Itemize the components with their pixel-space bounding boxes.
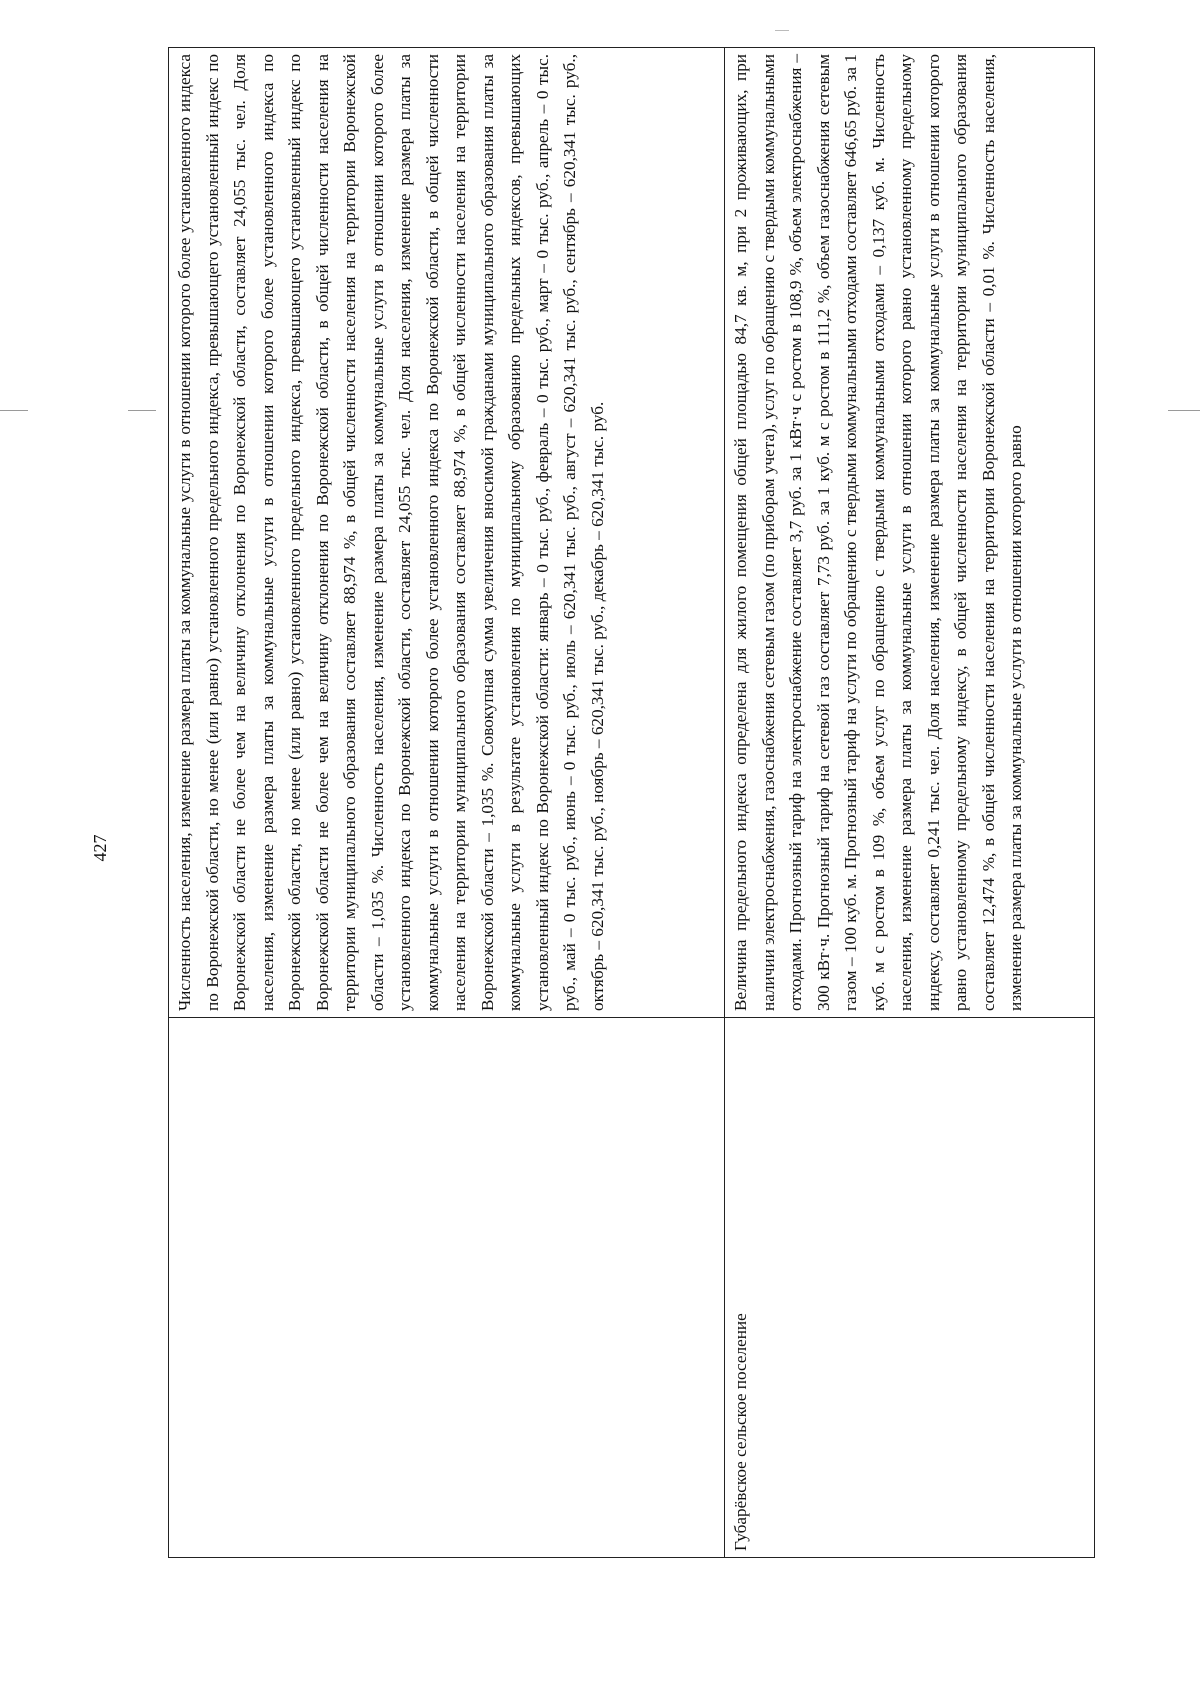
- scan-mark-left: [0, 410, 28, 411]
- table-row: [169, 48, 725, 1558]
- data-table: [168, 47, 1095, 1558]
- municipality-cell: [169, 1018, 725, 1558]
- scan-mark-left-inner: [128, 410, 156, 411]
- description-cell: [169, 48, 725, 1018]
- municipality-name: Губарёвское сельское поселение: [731, 1313, 750, 1551]
- description-text: Численность населения, изменение размера платы за коммунальные услуги в отношении которого более установленного индекса по Воронежской области, но менее (или равно) установленного предельного индекса, превышающего установленный индекс по Воронежской области не более чем на величину отклонения по Воронежской области, составляет 24,055 тыс. чел. Доля населения, изменение размера платы за коммунальные услуги в отношении которого более установленного индекса по Воронежской области, но менее (или равно) установленного предельного индекса, превышающего установленный индекс по Воронежской области не более чем на величину отклонения по Воронежской области, в общей численности населения на территории муниципального образования составляет 88,974 %, в общей численности населения на территории Воронежской области – 1,035 %. Численность населения, изменение размера платы за коммунальные услуги в отношении которого более установленного индекса по Воронежской области, составляет 24,055 тыс. чел. Доля населения, изменение размера платы за коммунальные услуги в отношении которого более установленного индекса по Воронежской области, в общей численности населения на территории муниципального образования составляет 88,974 %, в общей численности населения на территории Воронежской области – 1,035 %. Совокупная сумма увеличения вносимой гражданами муниципального образования платы за коммунальные услуги в результате установления по муниципальному образованию предельных индексов, превышающих установленный индекс по Воронежской области: январь – 0 тыс. руб., февраль – 0 тыс. руб., март – 0 тыс. руб., апрель – 0 тыс. руб., май – 0 тыс. руб., июнь – 0 тыс. руб., июль – 620,341 тыс. руб., август – 620,341 тыс. руб., сентябрь – 620,341 тыс. руб., октябрь – 620,341 тыс. руб., ноябрь – 620,341 тыс. руб., декабрь – 620,341 тыс. руб.: [175, 54, 607, 1011]
- page-number: 427: [90, 834, 110, 862]
- description-text: Величина предельного индекса определена для жилого помещения общей площадью 84,7 кв. м, при 2 проживающих, при наличии электроснабжения, газоснабжения сетевым газом (по приборам учета), услуг по обращению с твердыми коммунальными отходами. Прогнозный тариф на электроснабжение составляет 3,7 руб. за 1 кВт·ч с ростом в 108,9 %, объем электроснабжения – 300 кВт·ч. Прогнозный тариф на сетевой газ составляет 7,73 руб. за 1 куб. м с ростом в 111,2 %, объем газоснабжения сетевым газом – 100 куб. м. Прогнозный тариф на услуги по обращению с твердыми коммунальными отходами составляет 646,65 руб. за 1 куб. м с ростом в 109 %, объем услуг по обращению с твердыми коммунальными отходами – 0,137 куб. м. Численность населения, изменение размера платы за коммунальные услуги в отношении которого равно установленному предельному индексу, составляет 0,241 тыс. чел. Доля населения, изменение размера платы за коммунальные услуги в отношении которого равно установленному предельному индексу, в общей численности населения на территории муниципального образования составляет 12,474 %, в общей численности населения на территории Воронежской области – 0,01 %. Численность населения, изменение размера платы за коммунальные услуги в отношении которого равно: [731, 54, 1025, 1011]
- description-cell: [725, 48, 1095, 1018]
- rotated-table-wrapper: [168, 48, 1094, 1558]
- scan-mark-right: [1168, 410, 1200, 411]
- landscape-page: [168, 48, 1094, 1558]
- table-row: [725, 48, 1095, 1558]
- municipality-cell: [725, 1018, 1095, 1558]
- scan-mark-top: [775, 30, 789, 31]
